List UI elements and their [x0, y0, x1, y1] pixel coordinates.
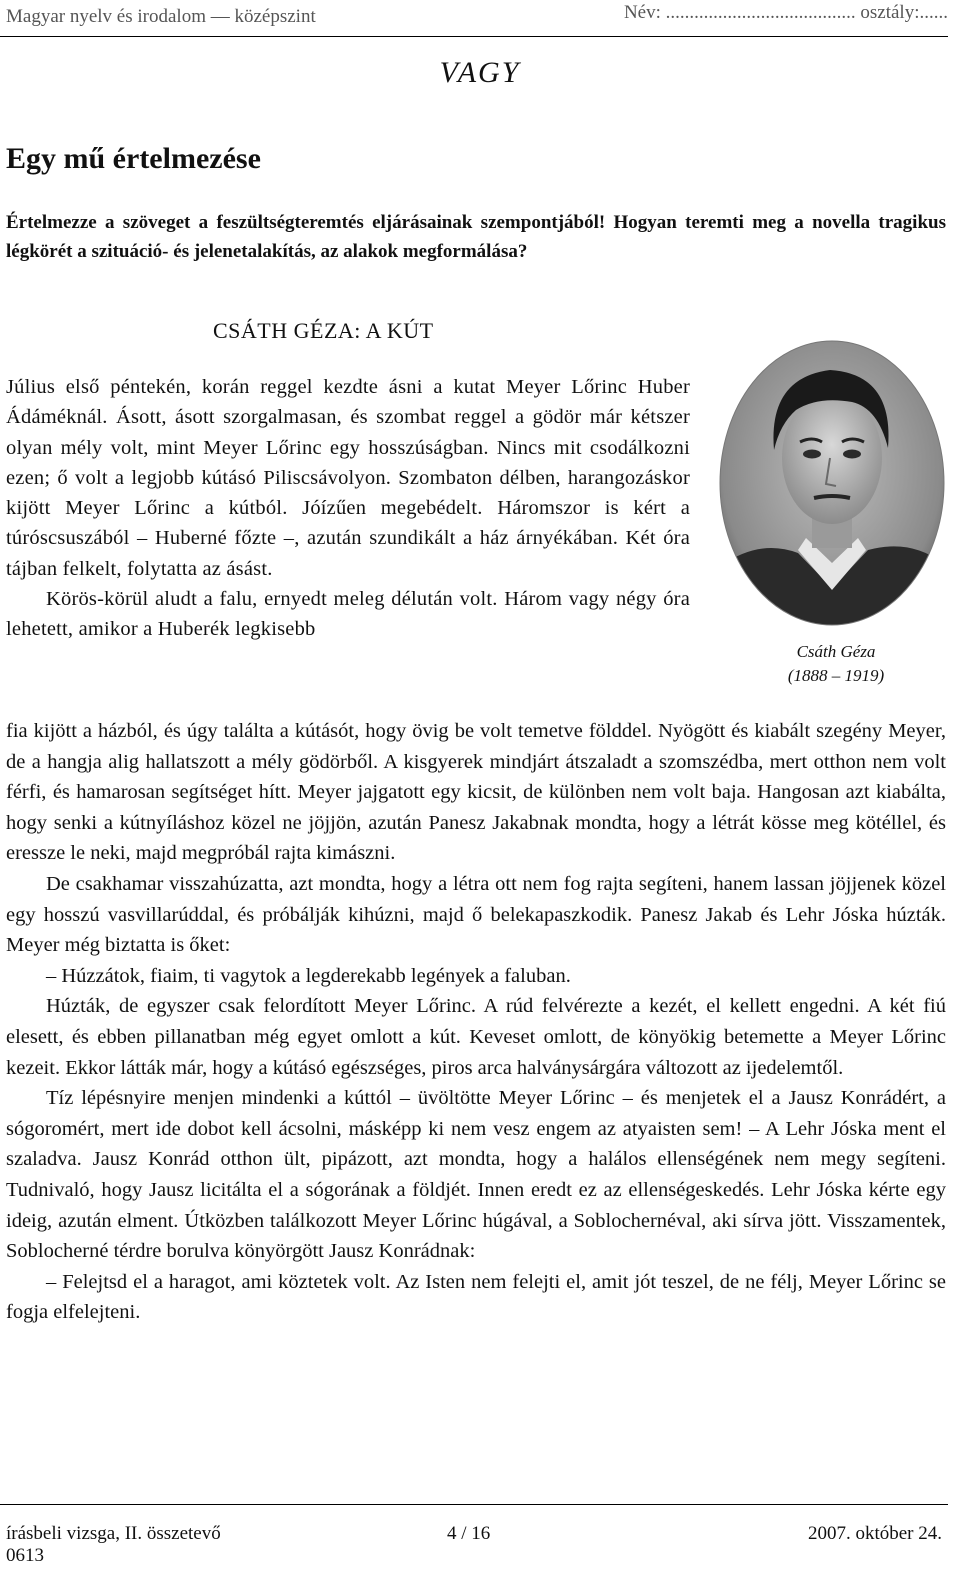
page-title: VAGY	[439, 56, 521, 89]
story-paragraph: Körös-körül aludt a falu, ernyedt meleg délután volt. Három vagy négy óra lehetett, amikor a Huberék legkisebb	[6, 588, 690, 641]
author-portrait	[718, 338, 946, 628]
story-paragraph: Tíz lépésnyire menjen mindenki a kúttól – üvöltötte Meyer Lőrinc – és menjetek el a Jausz Konrádért, a sógoromért, mert ide dobot kell ácsolni, másképp ki nem vesz engem az atyaisten sem! – A Lehr Jóska ment el szaladva. Jausz Konrád otthon ült, pipázott, azt mondta, hogy a halálos ellenségének nem megy segíteni. Tudnivaló, hogy Jausz licitálta el a sógorának a földjét. Innen eredt ez az ellenségeskedés. Lehr Jóska kérte egy ideig, azután elment. Útközben találkozott Meyer Lőrinc húgával, a Soblochernéval, aki sírva jött. Visszamentek, Soblocherné térdre borulva könyörgött Jausz Konrádnak:	[6, 1087, 946, 1263]
section-title: Egy mű értelmezése	[6, 142, 261, 175]
story-title: CSÁTH GÉZA: A KÚT	[213, 318, 434, 343]
task-text: Értelmezze a szöveget a feszültségteremtés eljárásainak szempontjából! Hogyan teremti meg a novella tragikus légkörét a szituáció- és jelenetalakítás, az alakok megformálása?	[6, 212, 946, 262]
story-paragraph: Július első péntekén, korán reggel kezdte ásni a kutat Meyer Lőrinc Huber Ádáméknál. Ásott, ásott szorgalmasan, és szombat reggel a gödör már kétszer olyan mély volt, mint Meyer Lőrinc egy hosszúságban. Nincs mit csodálkozni ezen; ő volt a legjobb kútásó Piliscsávolyon. Szombaton délben, harangozáskor kijött Meyer Lőrinc a kútból. Jóízűen megebédelt. Háromszor is kért a túróscsuszából – Huberné főzte –, azután szundikált a ház árnyékában. Két óra tájban felkelt, folytatta az ásást.	[6, 376, 690, 580]
caption-years: (1888 – 1919)	[787, 666, 885, 685]
page-header	[0, 0, 948, 37]
footer-exam: írásbeli vizsga, II. összetevő	[6, 1523, 221, 1544]
story-intro	[6, 372, 690, 645]
story-paragraph: – Húzzátok, fiaim, ti vagytok a legderekabb legények a faluban.	[46, 964, 571, 987]
story-paragraph: De csakhamar visszahúzatta, azt mondta, hogy a létra ott nem fog rajta segíteni, hanem lassan jöjjenek közel egy hosszú vasvillarúddal, és próbálják kihúzni, majd ő belekapaszkodik. Panesz Jakab és Lehr Jóska húzták. Meyer még biztatta is őket:	[6, 872, 946, 957]
header-subject: Magyar nyelv és irodalom — középszint	[6, 6, 316, 27]
page-footer	[0, 1504, 948, 1566]
story-body	[6, 716, 946, 1328]
name-field-label: Név: ........................................	[623, 2, 856, 23]
footer-exam-info	[6, 1523, 221, 1567]
caption-name: Csáth Géza	[796, 642, 876, 661]
portrait-caption	[736, 640, 936, 688]
class-field-label: osztály:......	[860, 2, 948, 23]
story-paragraph: Húzták, de egyszer csak felordított Meyer Lőrinc. A rúd felvérezte a kezét, el kellett engedni. A két fiú elesett, és ebben pillanatban még egyet omlott a kút. Keveset omlott, de könyökig betemette a Meyer Lőrinc kezeit. Ekkor látták már, hogy a kútásó egészséges, piros arca halványsárgára változott az ijedelemtől.	[6, 995, 946, 1079]
story-paragraph: fia kijött a házból, és úgy találta a kútásót, hogy övig be volt temetve földdel. Nyögött és kiabált szegény Meyer, de a hangja alig hallatszott a mély gödörből. A kisgyerek mindjárt átszaladt a szomszédba, mert otthon nem volt férfi, és hamarosan segítséget hítt. Meyer jajgatott egy kicsit, de különben nem volt baja. Hangosan azt kiabálta, hogy senki a kútnyíláshoz közel ne jöjjön, azután Panesz Jakabnak mondta, hogy a létrát kösse meg kötéllel, és eressze le neki, majd megpróbál rajta kimászni.	[6, 720, 946, 865]
footer-date: 2007. október 24.	[807, 1523, 942, 1544]
story-paragraph: – Felejtsd el a haragot, ami köztetek volt. Az Isten nem felejti el, amit jót teszel, de ne félj, Meyer Lőrinc se fogja elfelejteni.	[6, 1270, 946, 1324]
footer-page-number: 4 / 16	[447, 1523, 491, 1544]
footer-code: 0613	[6, 1545, 44, 1566]
header-name-class	[624, 2, 948, 24]
